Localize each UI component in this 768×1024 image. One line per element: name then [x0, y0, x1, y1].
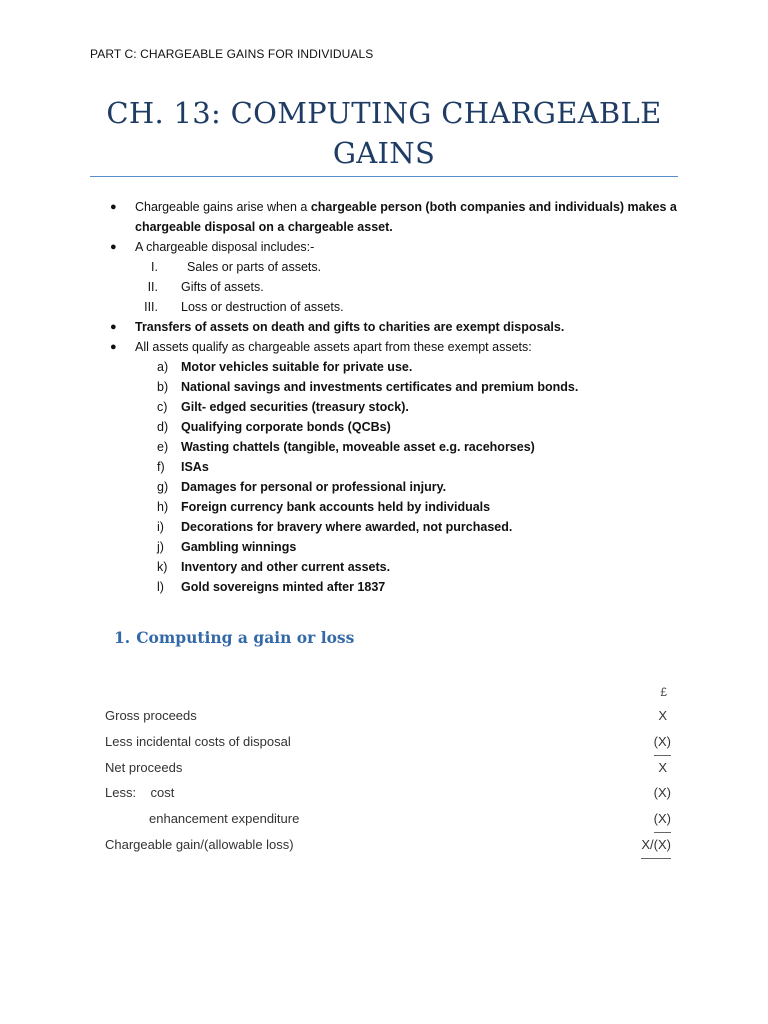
roman-numeral: I.: [151, 260, 158, 274]
exempt-asset-text: Motor vehicles suitable for private use.: [181, 360, 413, 374]
list-letter: j): [157, 540, 164, 554]
roman-text: Sales or parts of assets.: [187, 260, 322, 274]
list-letter: h): [157, 500, 169, 514]
computation-label: Gross proceeds: [105, 708, 197, 723]
chapter-title-line-1: CH. 13: COMPUTING CHARGEABLE: [106, 96, 662, 130]
computation-row: [105, 807, 677, 831]
computation-value: X: [658, 760, 667, 775]
bullet-icon: ●: [110, 201, 117, 213]
bullet-icon: ●: [110, 321, 117, 333]
list-letter: l): [157, 580, 164, 594]
running-header: PART C: CHARGEABLE GAINS FOR INDIVIDUALS: [90, 47, 374, 61]
bullet-text: Chargeable gains arise when a: [135, 200, 311, 214]
bullet-icon: ●: [110, 341, 117, 353]
list-letter: g): [157, 480, 169, 494]
computation-value: (X): [653, 785, 671, 800]
computation-row: [105, 730, 677, 754]
currency-symbol: £: [660, 685, 667, 699]
list-letter: i): [157, 520, 164, 534]
title-divider: [90, 176, 678, 177]
exempt-asset-text: Decorations for bravery where awarded, not purchased.: [181, 520, 513, 534]
exempt-asset-text: Inventory and other current assets.: [181, 560, 391, 574]
bullet-text-bold: Transfers of assets on death and gifts to charities are exempt disposals.: [135, 320, 565, 334]
exempt-asset-text: Qualifying corporate bonds (QCBs): [181, 420, 391, 434]
computation-value: X: [658, 708, 667, 723]
exempt-asset-text: Damages for personal or professional injury.: [181, 480, 447, 494]
list-letter: k): [157, 560, 168, 574]
section-title: Computing a gain or loss: [136, 628, 355, 647]
computation-label: enhancement expenditure: [149, 811, 300, 826]
exempt-asset-text: National savings and investments certificates and premium bonds.: [181, 380, 579, 394]
list-letter: f): [157, 460, 165, 474]
bullet-text-bold-continued: chargeable disposal on a chargeable asset.: [135, 220, 393, 234]
roman-numeral: III.: [144, 300, 158, 314]
computation-value: (X): [654, 730, 671, 756]
bullet-text-bold: chargeable person (both companies and individuals) makes a: [310, 200, 677, 214]
bullet-icon: ●: [110, 241, 117, 253]
section-heading: [114, 628, 354, 647]
computation-label: Less: cost: [105, 785, 175, 800]
roman-numeral: II.: [147, 280, 158, 294]
roman-text: Gifts of assets.: [181, 280, 264, 294]
bullet-text: A chargeable disposal includes:-: [135, 240, 315, 254]
section-number: 1.: [114, 628, 131, 647]
exempt-asset-text: ISAs: [181, 460, 209, 474]
computation-label: Chargeable gain/(allowable loss): [105, 837, 294, 852]
roman-text: Loss or destruction of assets.: [181, 300, 344, 314]
currency-header-row: [105, 680, 677, 704]
list-letter: b): [157, 380, 169, 394]
list-letter: c): [157, 400, 168, 414]
exempt-asset-text: Gambling winnings: [181, 540, 297, 554]
list-letter: a): [157, 360, 169, 374]
list-letter: d): [157, 420, 169, 434]
computation-label: Net proceeds: [105, 760, 183, 775]
bullet-text: All assets qualify as chargeable assets apart from these exempt assets:: [135, 340, 532, 354]
computation-total-row: [105, 833, 677, 857]
exempt-asset-text: Wasting chattels (tangible, moveable asset e.g. racehorses): [181, 440, 535, 454]
exempt-asset-text: Foreign currency bank accounts held by individuals: [181, 500, 491, 514]
chapter-title-line-2: GAINS: [332, 136, 436, 170]
computation-row: [105, 781, 677, 805]
computation-label: Less incidental costs of disposal: [105, 734, 291, 749]
chapter-title: [90, 93, 678, 173]
exempt-asset-text: Gilt- edged securities (treasury stock).: [181, 400, 409, 414]
computation-value: (X): [654, 807, 671, 833]
computation-row: [105, 756, 677, 780]
list-letter: e): [157, 440, 169, 454]
exempt-asset-text: Gold sovereigns minted after 1837: [181, 580, 386, 594]
computation-row: [105, 704, 677, 728]
computation-value: X/(X): [641, 833, 671, 859]
